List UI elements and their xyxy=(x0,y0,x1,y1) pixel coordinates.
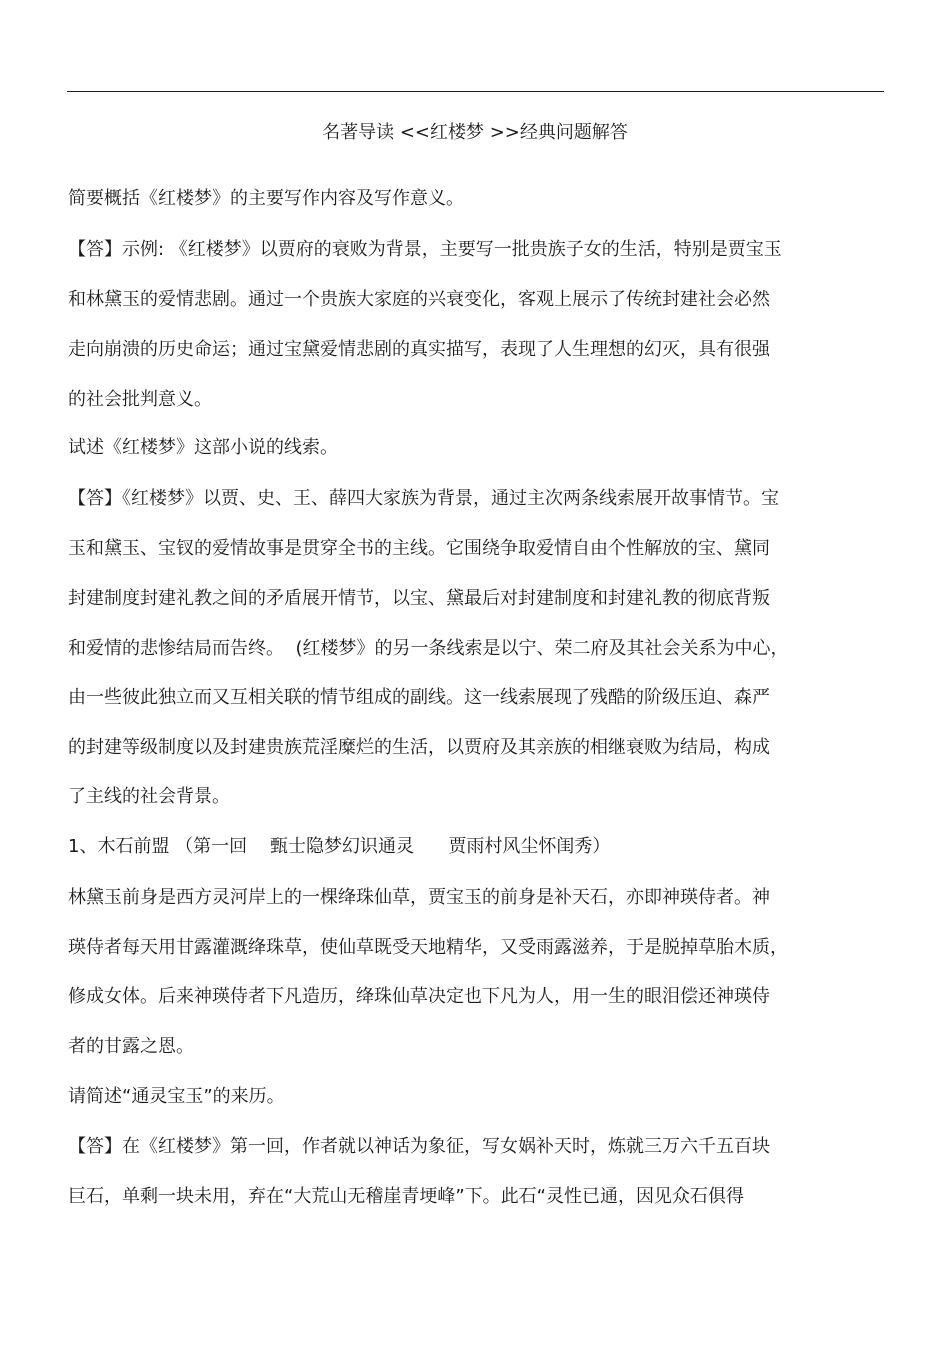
text-line: 【答】示例: 《红楼梦》以贾府的衰败为背景，主要写一批贵族子女的生活，特别是贾宝玉 xyxy=(68,239,782,260)
text-line: 试述《红楼梦》这部小说的线索。 xyxy=(68,437,338,458)
text-line: 和林黛玉的爱情悲剧。通过一个贵族大家庭的兴衰变化，客观上展示了传统封建社会必然 xyxy=(68,289,770,310)
text-line: 玉和黛玉、宝钗的爱情故事是贯穿全书的主线。它围绕争取爱情自由个性解放的宝、黛同 xyxy=(68,538,770,559)
text-line: 瑛侍者每天用甘露灌溉绛珠草，使仙草既受天地精华，又受雨露滋养，于是脱掉草胎木质， xyxy=(68,937,788,958)
text-line: 【答】在《红楼梦》第一回，作者就以神话为象征，写女娲补天时，炼就三万六千五百块 xyxy=(68,1136,770,1157)
text-line: 了主线的社会背景。 xyxy=(68,786,230,807)
text-line: 修成女体。后来神瑛侍者下凡造历，绛珠仙草决定也下凡为人，用一生的眼泪偿还神瑛侍 xyxy=(68,986,770,1007)
page-title: 名著导读 <<红楼梦 >>经典问题解答 xyxy=(322,122,628,143)
text-line: 由一些彼此独立而又互相关联的情节组成的副线。这一线索展现了残酷的阶级压迫、森严 xyxy=(68,687,770,708)
text-line: 走向崩溃的历史命运；通过宝黛爱情悲剧的真实描写，表现了人生理想的幻灭，具有很强 xyxy=(68,339,770,360)
text-line: 的社会批判意义。 xyxy=(68,389,212,410)
text-line: 巨石，单剩一块未用，弃在“大荒山无稽崖青埂峰”下。此石“灵性已通，因见众石俱得 xyxy=(68,1186,744,1207)
text-line: 林黛玉前身是西方灵河岸上的一棵绛珠仙草，贾宝玉的前身是补天石，亦即神瑛侍者。神 xyxy=(68,887,770,908)
text-line: 和爱情的悲惨结局而告终。 (红楼梦》的另一条线索是以宁、荣二府及其社会关系为中心， xyxy=(68,638,789,659)
text-line: 简要概括《红楼梦》的主要写作内容及写作意义。 xyxy=(68,188,464,209)
text-line: 【答】《红楼梦》以贾、史、王、薛四大家族为背景，通过主次两条线索展开故事情节。宝 xyxy=(68,488,779,509)
text-line: 1、木石前盟 （第一回 甄士隐梦幻识通灵 贾雨村风尘怀闺秀） xyxy=(68,836,611,857)
header-rule xyxy=(67,91,884,92)
text-line: 者的甘露之恩。 xyxy=(68,1036,194,1057)
text-line: 请简述“通灵宝玉”的来历。 xyxy=(68,1086,285,1107)
text-line: 封建制度封建礼教之间的矛盾展开情节，以宝、黛最后对封建制度和封建礼教的彻底背叛 xyxy=(68,588,770,609)
text-line: 的封建等级制度以及封建贵族荒淫糜烂的生活，以贾府及其亲族的相继衰败为结局，构成 xyxy=(68,737,770,758)
